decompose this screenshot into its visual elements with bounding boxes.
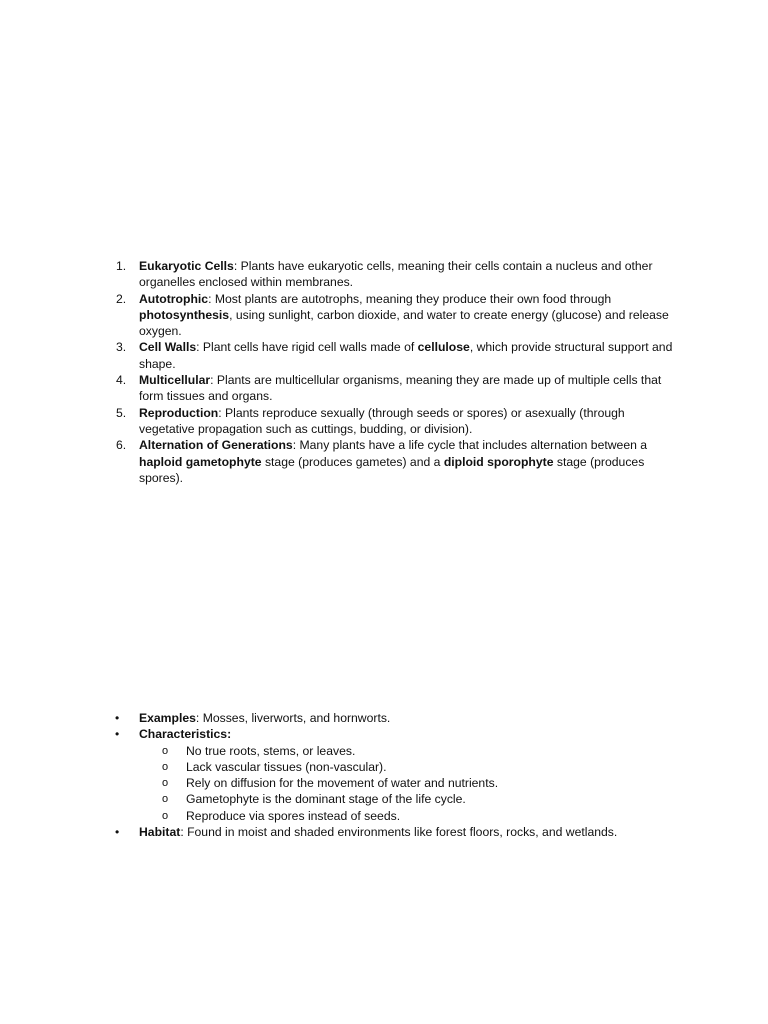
list-item-alternation-of-generations (0, 437, 768, 486)
list-item-text: Alternation of Generations: Many plants have a life cycle that includes alternation between a haploid gametophyte stage (produces gametes) and a diploid sporophyte stage (produces spores). (139, 438, 648, 485)
list-number: 4. (116, 373, 127, 388)
list-number: 3. (116, 340, 127, 355)
circle-bullet-icon: o (162, 793, 169, 806)
list-item-reproduction (0, 405, 768, 438)
circle-bullet-icon: o (162, 809, 169, 822)
bullet-item-examples: • Examples: Mosses, liverworts, and hornworts. (115, 711, 391, 725)
list-number: 5. (116, 405, 127, 420)
list-item-multicellular (0, 372, 768, 405)
bullet-icon: • (115, 711, 120, 725)
list-item-text: Multicellular: Plants are multicellular organisms, meaning they are made up of multiple cells that form tissues and organs. (139, 373, 662, 404)
list-number: 1. (116, 259, 127, 273)
sub-bullet-item: o Rely on diffusion for the movement of water and nutrients. (162, 776, 499, 791)
bryophytes-bullet-list (0, 710, 768, 840)
plant-characteristics-list (0, 258, 768, 486)
bullet-icon: • (115, 727, 120, 742)
list-item-text: Autotrophic: Most plants are autotrophs, meaning they produce their own food through photosynthesis, using sunlight, carbon dioxide, and water to create energy (glucose) and release oxygen. (139, 291, 669, 339)
circle-bullet-icon: o (162, 760, 169, 773)
sub-bullet-item: o Reproduce via spores instead of seeds. (162, 808, 401, 823)
sub-bullet-item: o Gametophyte is the dominant stage of the life cycle. (162, 792, 466, 807)
list-item-cell-walls (0, 339, 768, 372)
sub-bullet-item: o No true roots, stems, or leaves. (162, 743, 356, 758)
sub-bullet-item: o Lack vascular tissues (non-vascular). (162, 759, 387, 774)
list-item-autotrophic (0, 291, 768, 340)
bullet-item-characteristics: • Characteristics: (115, 727, 232, 742)
circle-bullet-icon: o (162, 744, 169, 757)
list-item-text: Cell Walls: Plant cells have rigid cell walls made of cellulose, which provide structural support and shape. (139, 340, 673, 371)
circle-bullet-icon: o (162, 777, 169, 790)
list-number: 6. (116, 438, 127, 453)
bullet-item-habitat: • Habitat: Found in moist and shaded environments like forest floors, rocks, and wetlands. (115, 825, 618, 840)
list-item-eukaryotic-cells (0, 258, 768, 291)
bullet-icon: • (115, 825, 120, 840)
list-item-text: Eukaryotic Cells: Plants have eukaryotic cells, meaning their cells contain a nucleus and other organelles enclosed within membranes. (139, 259, 653, 290)
list-item-text: Reproduction: Plants reproduce sexually (through seeds or spores) or asexually (through vegetative propagation such as cuttings, budding, or division). (139, 405, 625, 436)
list-number: 2. (116, 291, 127, 306)
